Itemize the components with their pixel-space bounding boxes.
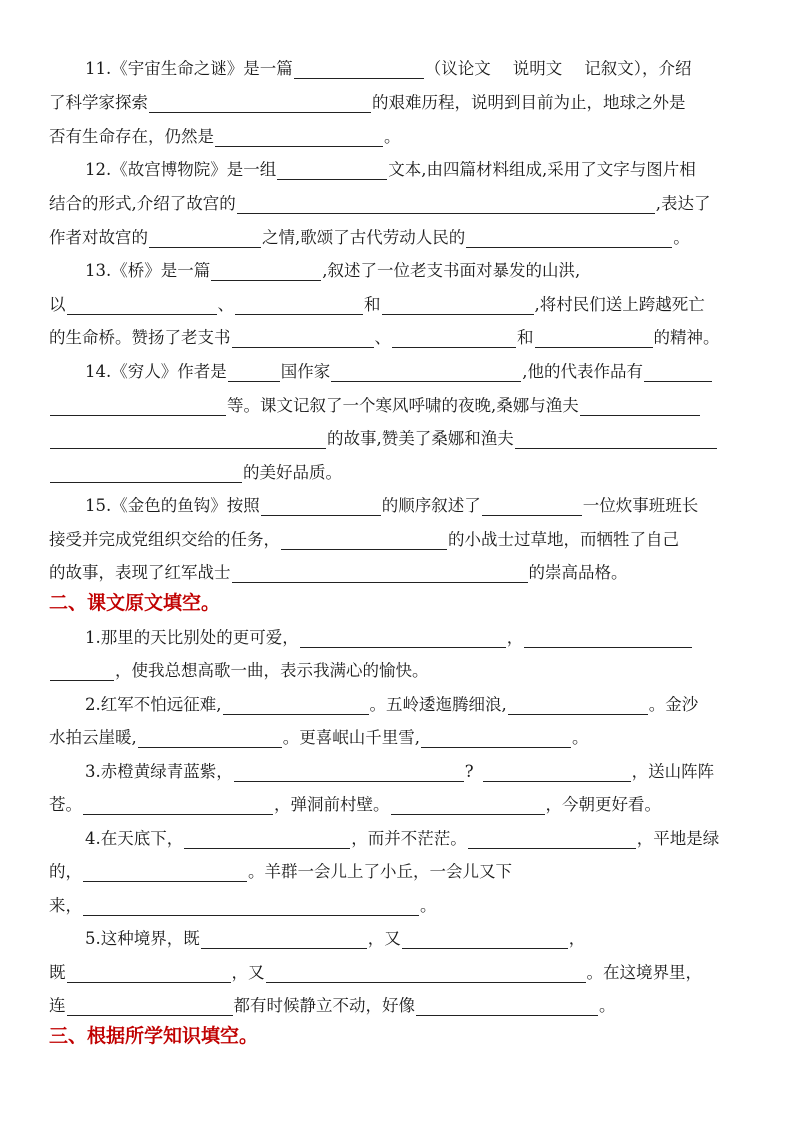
s2q2-text: 。 [572,728,589,747]
q11-line3 [49,120,749,153]
q13-text: 和 [364,295,381,314]
q11-option-jixu: 记叙文），介绍 [584,59,692,78]
s2q4-line3 [49,889,749,922]
q13-blank-genre[interactable] [211,262,321,281]
q14-blank-quality-b[interactable] [50,464,242,483]
q15-blank-character[interactable] [232,564,528,583]
q11-blank-genre[interactable] [294,60,424,79]
q15-text: 的小战士过草地，而牺牲了自己 [448,530,679,549]
s2q2-blank-1[interactable] [223,696,369,715]
q13-text: ,将村民们送上跨越死亡 [534,295,705,314]
q13-line3 [49,321,749,354]
s2q1-blank-1[interactable] [300,629,506,648]
q11-line2 [49,86,749,119]
q14-line3 [49,422,749,455]
s2q3-text: 苍。 [49,795,82,814]
q15-text: 接受并完成党组织交给的任务， [49,530,280,549]
q13-text: 13.《桥》是一篇 [85,261,211,280]
q13-blank-1[interactable] [67,296,217,315]
s2q2-blank-4[interactable] [421,729,571,748]
s2q2-blank-3[interactable] [138,729,282,748]
q15-text: 一位炊事班班长 [582,496,699,515]
s2q2-blank-2[interactable] [508,696,648,715]
q12-text: 作者对故宫的 [49,228,148,247]
q13-text: 的精神。 [653,328,720,347]
q13-text: 以 [49,295,66,314]
s2q1-line2 [49,654,749,687]
q14-line1 [85,355,785,388]
q12-text: ,表达了 [655,194,711,213]
q11-blank-explore[interactable] [149,94,371,113]
q11-option-yilun: （议论文 [424,59,491,78]
q15-blank-order[interactable] [261,497,381,516]
q13-line2 [49,288,749,321]
q14-blank-works-b[interactable] [50,397,226,416]
s2q4-blank-2[interactable] [468,830,636,849]
q15-text: 的崇高品格。 [528,563,628,582]
s2q3-line1 [85,755,785,788]
s2q5-blank-6[interactable] [416,997,598,1016]
q12-text: 文本,由四篇材料组成,采用了文字与图片相 [388,160,696,179]
s2q4-text: ，而并不茫茫。 [351,829,467,848]
s2q1-text: ， [506,628,524,647]
s2q4-text: 4.在天底下， [85,829,184,848]
q13-blank-4[interactable] [232,329,374,348]
q12-text: 结合的形式,介绍了故宫的 [49,194,236,213]
s2q4-blank-3[interactable] [83,863,247,882]
q13-blank-2[interactable] [235,296,363,315]
q14-blank-story-a[interactable] [580,397,700,416]
q13-text: 和 [517,328,534,347]
q15-line2 [49,523,749,556]
s2q2-text: 水拍云崖暖, [49,728,137,747]
q12-text: 12.《故宫博物院》是一组 [85,160,277,179]
s2q5-text: ，又 [231,963,265,982]
q12-line2 [49,187,749,220]
s2q4-text: 。 [420,896,437,915]
q14-blank-country[interactable] [228,363,280,382]
s2q5-blank-3[interactable] [67,964,231,983]
s2q3-text: 3.赤橙黄绿青蓝紫， [85,762,233,781]
q15-line3 [49,556,749,589]
q12-blank-intro[interactable] [237,195,655,214]
q12-line3 [49,221,749,254]
q14-blank-author[interactable] [331,363,521,382]
q14-line2 [49,389,749,422]
s2q2-line2 [49,721,749,754]
s2q5-blank-1[interactable] [201,930,367,949]
s2q1-text: ，使我总想高歌一曲，表示我满心的愉快。 [115,661,429,680]
s2q4-line2 [49,855,749,888]
s2q4-text: ，平地是绿 [636,829,720,848]
q12-line1 [85,153,785,186]
q14-text: ,他的代表作品有 [522,362,643,381]
s2q5-blank-2[interactable] [402,930,568,949]
s2q5-line1 [85,922,785,955]
s2q5-line2 [49,956,749,989]
q11-text: 11.《宇宙生命之谜》是一篇 [85,59,293,78]
s2q3-text: ，弹洞前村壁。 [274,795,390,814]
q15-blank-period[interactable] [482,497,582,516]
q13-text: 的生命桥。赞扬了老支书 [49,328,231,347]
q13-line1 [85,254,785,287]
q15-text: 的顺序叙述了 [381,496,481,515]
q12-text: 之情,歌颂了古代劳动人民的 [262,228,466,247]
q11-text: 。 [384,127,401,146]
section-3-heading: 三、根据所学知识填空。 [49,1025,259,1047]
s2q5-text: 5.这种境界，既 [85,929,200,948]
q14-text: 14.《穷人》作者是 [85,362,227,381]
s2q5-blank-5[interactable] [67,997,233,1016]
s2q4-text: 来， [49,896,82,915]
q11-blank-conclusion[interactable] [215,128,383,147]
q11-text: 了科学家探索 [49,93,148,112]
s2q4-line1 [85,822,785,855]
s2q3-blank-3[interactable] [83,796,273,815]
q14-text: 的故事,赞美了桑娜和渔夫 [327,429,514,448]
s2q5-blank-4[interactable] [266,964,586,983]
section-2-heading: 二、课文原文填空。 [49,592,221,614]
q12-blank-praise[interactable] [466,229,672,248]
s2q2-text: 。更喜岷山千里雪, [282,728,420,747]
q15-line1 [85,489,785,522]
q15-text: 15.《金色的鱼钩》按照 [85,496,260,515]
s2q1-line1 [85,621,785,654]
q13-blank-5[interactable] [392,329,516,348]
s2q4-text: 的， [49,862,82,881]
s2q5-text: 。在这境界里， [586,963,702,982]
s2q3-text: ，今朝更好看。 [545,795,661,814]
s2q3-blank-2[interactable] [483,763,631,782]
q14-blank-quality-a[interactable] [515,430,717,449]
q14-text: 国作家 [280,362,331,381]
q13-text: 、 [374,328,391,347]
s2q3-blank-1[interactable] [234,763,464,782]
s2q3-blank-4[interactable] [391,796,545,815]
s2q1-blank-2a[interactable] [524,629,692,648]
s2q3-text: ? [464,762,474,781]
q13-text: ,叙述了一位老支书面对暴发的山洪, [322,261,581,280]
q14-line4 [49,456,749,489]
s2q5-text: 都有时候静立不动，好像 [233,996,415,1015]
s2q4-text: 。羊群一会儿上了小丘，一会儿又下 [248,862,512,881]
q15-text: 的故事，表现了红军战士 [49,563,231,582]
s2q5-text: ， [568,929,586,948]
q14-blank-works-a[interactable] [644,363,712,382]
s2q2-line1 [85,688,785,721]
q11-option-shuoming: 说明文 [512,59,563,78]
s2q1-text: 1.那里的天比别处的更可爱， [85,628,299,647]
s2q4-blank-1[interactable] [184,830,350,849]
q12-blank-feeling[interactable] [149,229,261,248]
q11-text: 否有生命存在，仍然是 [49,127,214,146]
q13-text: 、 [217,295,234,314]
s2q5-text: 。 [599,996,616,1015]
q13-blank-6[interactable] [535,329,653,348]
s2q1-blank-2b[interactable] [50,662,114,681]
q12-text: 。 [673,228,690,247]
q12-blank-type[interactable] [277,161,387,180]
q14-text: 的美好品质。 [243,463,342,482]
q11-text: 的艰难历程，说明到目前为止，地球之外是 [372,93,686,112]
s2q2-text: 。五岭逶迤腾细浪, [369,695,507,714]
s2q4-blank-4[interactable] [83,897,419,916]
q14-blank-story-b[interactable] [50,430,326,449]
s2q2-text: 2.红军不怕远征难, [85,695,222,714]
s2q3-text: ，送山阵阵 [631,762,715,781]
s2q5-text: 连 [49,996,66,1015]
s2q5-text: ，又 [367,929,401,948]
q14-text: 等。课文记叙了一个寒风呼啸的夜晚,桑娜与渔夫 [227,396,579,415]
s2q3-line2 [49,788,749,821]
q15-blank-soldiers[interactable] [281,531,447,550]
s2q2-text: 。金沙 [648,695,699,714]
s2q5-line3 [49,989,749,1022]
q11-line1 [85,52,785,85]
s2q5-text: 既 [49,963,66,982]
q13-blank-3[interactable] [382,296,534,315]
